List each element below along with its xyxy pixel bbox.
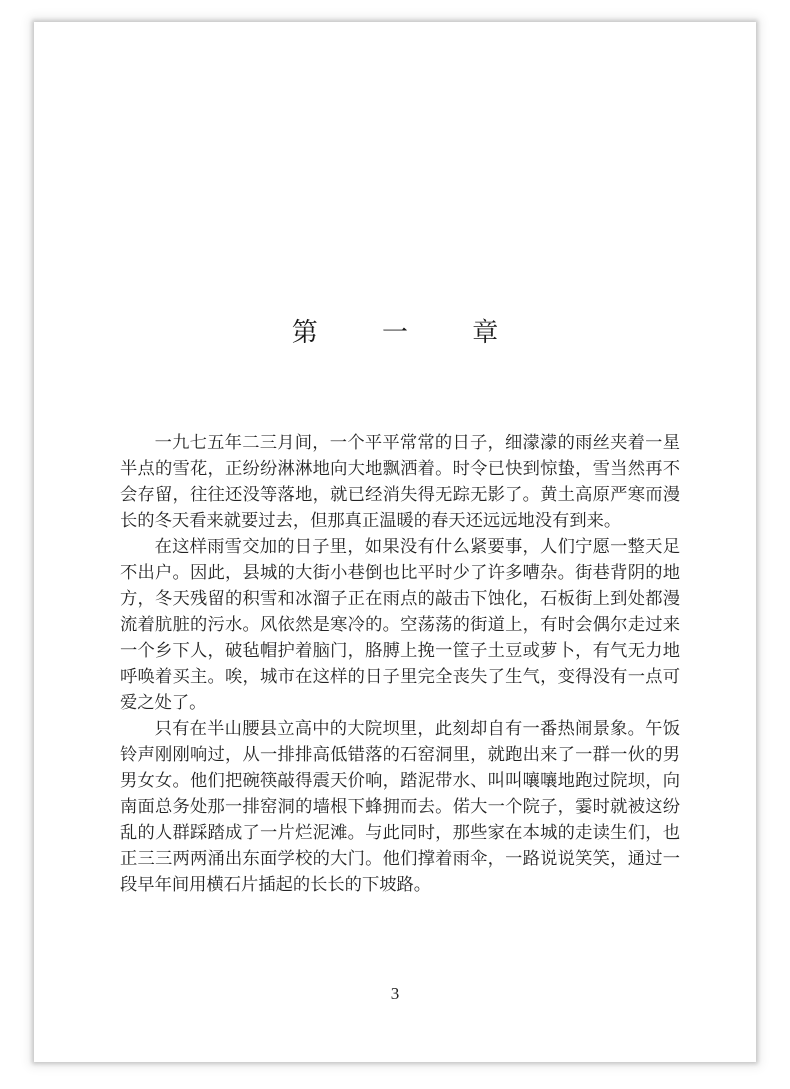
paragraph: 在这样雨雪交加的日子里，如果没有什么紧要事，人们宁愿一整天足不出户。因此，县城的大街小巷倒也比平时少了许多嘈杂。街巷背阴的地方，冬天残留的积雪和冰溜子正在雨点的敲击下蚀化，石板街上到处都漫流着肮脏的污水。风依然是寒冷的。空荡荡的街道上，有时会偶尔走过来一个乡下人，破毡帽护着脑门，胳膊上挽一筐子土豆或萝卜，有气无力地呼唤着买主。唉，城市在这样的日子里完全丧失了生气，变得没有一点可爱之处了。	[120, 537, 680, 713]
book-page	[34, 22, 756, 1062]
paragraph: 一九七五年二三月间，一个平平常常的日子，细濛濛的雨丝夹着一星半点的雪花，正纷纷淋淋地向大地飘洒着。时令已快到惊蛰，雪当然再不会存留，往往还没等落地，就已经消失得无踪无影了。黄土高原严寒而漫长的冬天看来就要过去，但那真正温暖的春天还远远地没有到来。	[120, 433, 680, 531]
page-number: 3	[390, 984, 400, 1003]
paragraph: 只有在半山腰县立高中的大院坝里，此刻却自有一番热闹景象。午饭铃声刚刚响过，从一排排高低错落的石窑洞里，就跑出来了一群一伙的男男女女。他们把碗筷敲得震天价响，踏泥带水、叫叫嚷嚷地跑过院坝，向南面总务处那一排窑洞的墙根下蜂拥而去。偌大一个院子，霎时就被这纷乱的人群踩踏成了一片烂泥滩。与此同时，那些家在本城的走读生们，也正三三两两涌出东面学校的大门。他们撑着雨伞，一路说说笑笑，通过一段早年间用横石片插起的长长的下坡路。	[120, 719, 680, 895]
body-text	[120, 430, 680, 898]
chapter-title: 第 一 章	[291, 318, 527, 348]
